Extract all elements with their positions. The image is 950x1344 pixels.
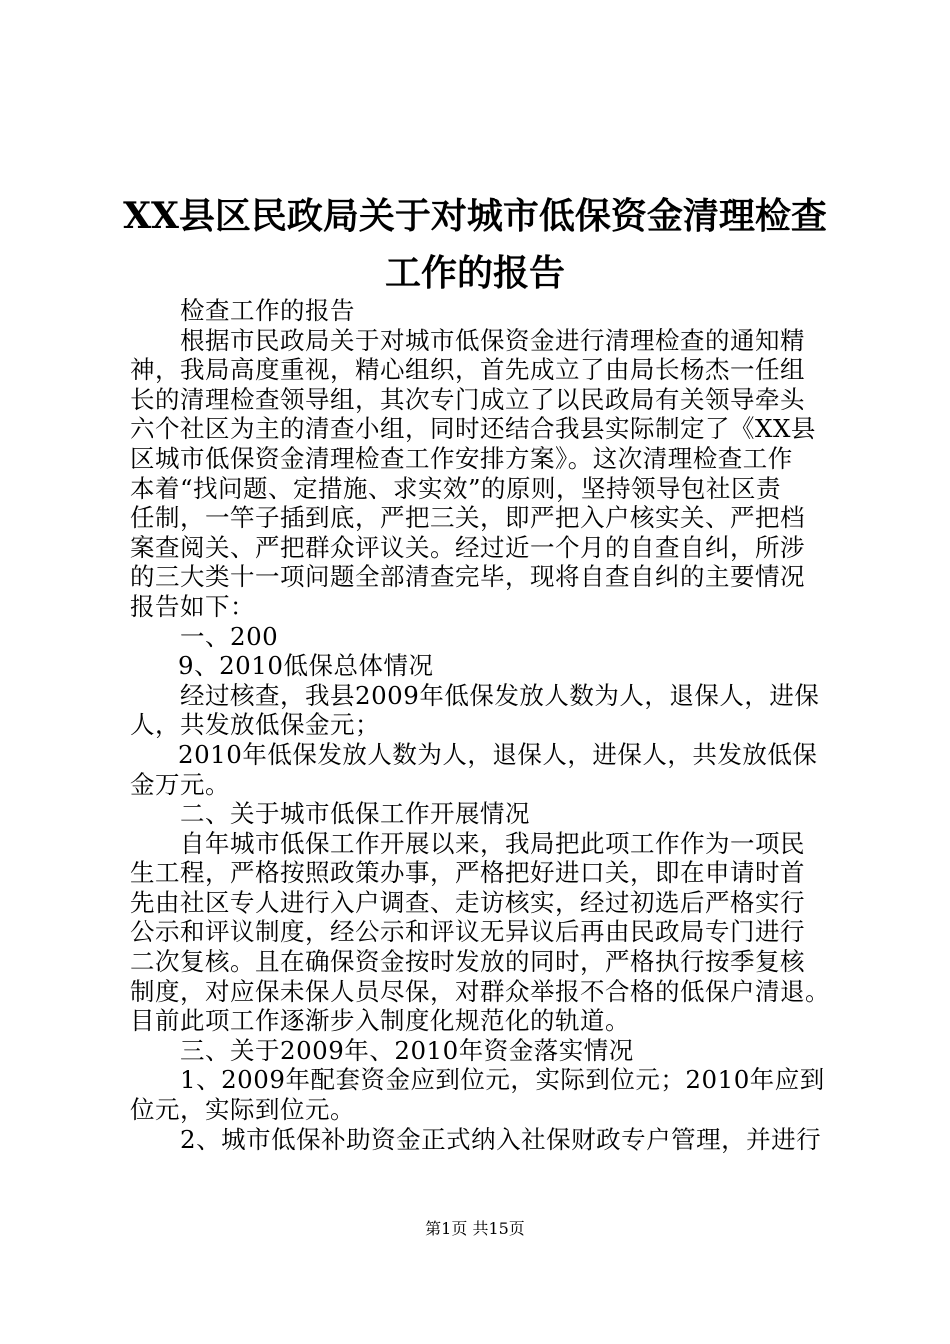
body-line: 的三大类十一项问题全部清查完毕，现将自查自纠的主要情况 (130, 562, 805, 592)
body-line: 长的清理检查领导组，其次专门成立了以民政局有关领导牵头 (130, 384, 805, 414)
body-line: 案查阅关、严把群众评议关。经过近一个月的自查自纠，所涉 (130, 532, 805, 562)
body-line: 二次复核。且在确保资金按时发放的同时，严格执行按季复核 (130, 947, 805, 977)
section-heading: 三、关于2009年、2010年资金落实情况 (180, 1035, 634, 1065)
body-line: 六个社区为主的清查小组，同时还结合我县实际制定了《XX县 (130, 414, 816, 444)
body-line: 金万元。 (130, 769, 230, 799)
body-line: 目前此项工作逐渐步入制度化规范化的轨道。 (130, 1006, 630, 1036)
body-line: 1、2009年配套资金应到位元，实际到位元；2010年应到 (180, 1065, 825, 1095)
document-body (130, 296, 850, 1154)
document-title-line-2: 工作的报告 (384, 252, 565, 294)
body-line: 根据市民政局关于对城市低保资金进行清理检查的通知精 (180, 325, 805, 355)
body-line: 位元，实际到位元。 (130, 1095, 355, 1125)
body-line: 区城市低保资金清理检查工作安排方案》。这次清理检查工作 (130, 443, 793, 473)
body-line: 神，我局高度重视，精心组织，首先成立了由局长杨杰一任组 (130, 355, 805, 385)
document-title-line-1: XX县区民政局关于对城市低保资金清理检查 (123, 195, 827, 237)
page-footer: 第1页 共15页 (425, 1219, 525, 1238)
body-line: 制度，对应保未保人员尽保，对群众举报不合格的低保户清退。 (130, 976, 830, 1006)
body-line: 经过核查，我县2009年低保发放人数为人，退保人，进保 (180, 680, 820, 710)
body-line: 生工程，严格按照政策办事，严格把好进口关，即在申请时首 (130, 858, 805, 888)
body-line: 检查工作的报告 (180, 296, 355, 325)
body-line: 一、200 (180, 621, 279, 651)
section-heading: 二、关于城市低保工作开展情况 (180, 799, 530, 829)
body-line: 2010年低保发放人数为人，退保人，进保人，共发放低保 (178, 739, 818, 769)
body-line: 公示和评议制度，经公示和评议无异议后再由民政局专门进行 (130, 917, 805, 947)
body-line: 人，共发放低保金元； (130, 710, 380, 740)
body-line: 报告如下： (130, 591, 255, 621)
body-line: 本着“找问题、定措施、求实效”的原则，坚持领导包社区责 (130, 473, 782, 503)
body-line: 2、城市低保补助资金正式纳入社保财政专户管理，并进行 (180, 1124, 822, 1154)
body-line: 9、2010低保总体情况 (178, 651, 434, 681)
body-line: 自年城市低保工作开展以来，我局把此项工作作为一项民 (180, 828, 805, 858)
body-line: 任制，一竿子插到底，严把三关，即严把入户核实关、严把档 (130, 503, 805, 533)
body-line: 先由社区专人进行入户调查、走访核实，经过初选后严格实行 (130, 887, 805, 917)
